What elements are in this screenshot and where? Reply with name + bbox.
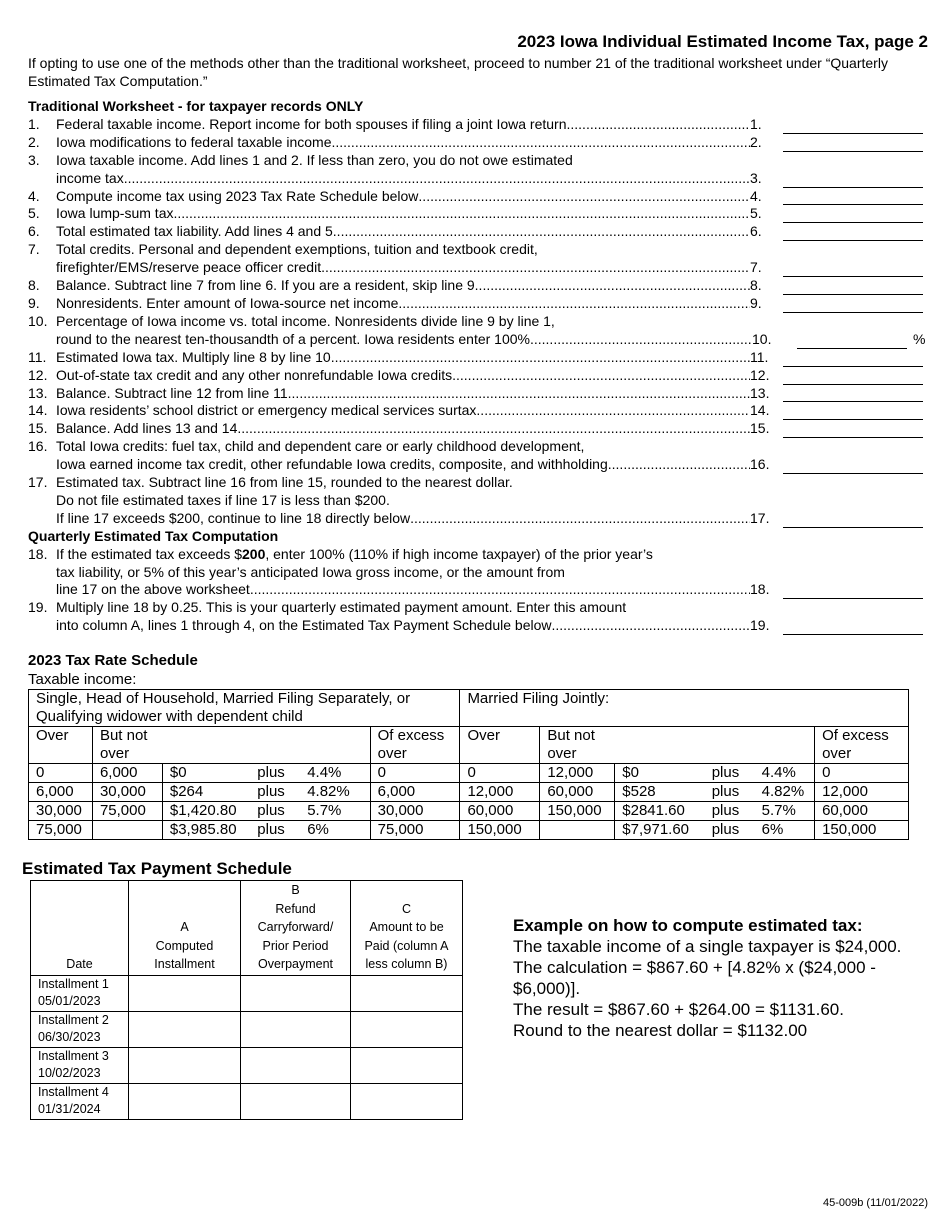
line-number: 10. — [28, 312, 48, 329]
amount-field[interactable] — [783, 387, 923, 402]
intro-text: If opting to use one of the methods other than the traditional worksheet, proceed to number 21 of the traditional worksheet under “Quarterly Estimated Tax Computation.” — [28, 55, 888, 89]
refund-carryforward-field[interactable] — [241, 1047, 351, 1083]
line-text-part: Iowa earned income tax credit, other refundable Iowa credits, composite, and withholding — [56, 456, 608, 473]
line-text — [56, 599, 923, 617]
amount-field[interactable] — [783, 190, 923, 205]
computed-installment-field[interactable] — [129, 1083, 241, 1119]
worksheet-line-6 — [28, 223, 923, 241]
rate-cell: 150,000 — [815, 821, 909, 840]
worksheet-line-9 — [28, 295, 923, 313]
rate-cell: 12,000 — [815, 783, 909, 802]
line-text — [56, 259, 750, 277]
line-text — [56, 581, 750, 599]
rate-cell: 4.4% — [300, 764, 370, 783]
header-refund-carryforward: B Refund Carryforward/ Prior Period Overpayment — [241, 881, 351, 976]
line-text — [56, 456, 750, 474]
worksheet-line-17 — [28, 492, 923, 510]
worksheet-line-15 — [28, 420, 923, 438]
installment-date: 06/30/2023 — [38, 1029, 101, 1044]
computed-installment-field[interactable] — [129, 1011, 241, 1047]
section-heading: Traditional Worksheet - for taxpayer records ONLY — [28, 98, 364, 114]
rate-cell — [540, 821, 615, 840]
amount-field[interactable] — [783, 405, 923, 420]
dot-leader — [452, 367, 750, 385]
line-text-part: Out-of-state tax credit and any other nonrefundable Iowa credits — [56, 366, 453, 383]
installment-date: 05/01/2023 — [38, 993, 101, 1008]
rate-cell: 60,000 — [460, 802, 540, 821]
rate-cell: $528 — [615, 783, 705, 802]
installment-date-cell — [31, 1083, 129, 1119]
line-reference: 6. — [750, 223, 762, 240]
amount-field[interactable] — [783, 119, 923, 134]
rate-cell: plus — [705, 783, 755, 802]
line-text — [56, 223, 750, 241]
dot-leader — [250, 581, 750, 599]
line-text — [56, 402, 750, 420]
line-number: 13. — [28, 384, 48, 401]
line-text — [56, 295, 750, 313]
line-text — [56, 170, 750, 188]
line-reference: 9. — [750, 294, 762, 311]
line-text — [56, 420, 750, 438]
payment-schedule-title: Estimated Tax Payment Schedule — [22, 859, 292, 878]
worksheet-line-18 — [28, 546, 923, 564]
dot-leader — [418, 188, 750, 206]
rate-row — [29, 821, 909, 840]
dot-leader — [321, 259, 750, 277]
line-text-part: Balance. Subtract line 7 from line 6. If you are a resident, skip line 9 — [56, 277, 475, 294]
line-reference: 18. — [750, 581, 770, 598]
line-text — [56, 438, 923, 456]
line-number: 15. — [28, 420, 48, 437]
line-text-part: Multiply line 18 by 0.25. This is your quarterly estimated payment amount. Enter this amount — [56, 599, 627, 616]
amount-field[interactable] — [783, 173, 923, 188]
dot-leader — [410, 510, 750, 528]
amount-field[interactable] — [783, 352, 923, 367]
line-text — [56, 134, 750, 152]
line-reference: 13. — [750, 384, 770, 401]
worksheet-line-10 — [28, 313, 923, 331]
joint-filer-header: Married Filing Jointly: — [460, 690, 909, 727]
line-text — [56, 152, 923, 170]
rate-cell — [92, 821, 162, 840]
installment-label: Installment 1 — [38, 976, 109, 991]
header-computed-installment: A Computed Installment — [129, 881, 241, 976]
line-text-part: Balance. Add lines 13 and 14 — [56, 420, 238, 437]
line-text — [56, 546, 923, 564]
rate-cell: $2841.60 — [615, 802, 705, 821]
amount-field[interactable] — [783, 459, 923, 474]
rate-cell: plus — [250, 802, 300, 821]
line-text — [56, 617, 750, 635]
line-reference: 17. — [750, 509, 770, 526]
dot-leader — [475, 277, 750, 295]
line-text-part: Total Iowa credits: fuel tax, child and dependent care or early childhood development, — [56, 438, 585, 455]
line-number: 14. — [28, 402, 48, 419]
amount-to-be-paid-field[interactable] — [351, 1011, 463, 1047]
line-reference: 1. — [750, 115, 762, 132]
installment-label: Installment 2 — [38, 1012, 109, 1027]
rate-cell: 30,000 — [29, 802, 93, 821]
line-text-part: into column A, lines 1 through 4, on the Estimated Tax Payment Schedule below — [56, 617, 552, 634]
amount-field[interactable] — [783, 280, 923, 295]
rate-cell: 60,000 — [815, 802, 909, 821]
worksheet-line-3 — [28, 152, 923, 170]
single-filer-header: Single, Head of Household, Married Filing Separately, or Qualifying widower with dependent child — [29, 690, 460, 727]
dot-leader — [333, 223, 750, 241]
rate-cell: 0 — [815, 764, 909, 783]
col-of-excess: Of excess over — [370, 727, 460, 764]
rate-cell: 0 — [370, 764, 460, 783]
form-number: 45-009b (11/01/2022) — [823, 1197, 928, 1209]
line-reference: 3. — [750, 169, 762, 186]
line-text-part: Balance. Subtract line 12 from line 11 — [56, 384, 288, 401]
example-heading: Example on how to compute estimated tax: — [513, 916, 863, 935]
line-text-part: Total credits. Personal and dependent exemptions, tuition and textbook credit, — [56, 241, 538, 258]
line-text — [56, 367, 750, 385]
line-text — [56, 510, 750, 528]
line-text — [56, 241, 923, 259]
rate-cell: 6,000 — [29, 783, 93, 802]
line-text-part: Do not file estimated taxes if line 17 is less than $200. — [56, 491, 390, 508]
traditional-worksheet — [28, 98, 926, 635]
computed-installment-field[interactable] — [129, 975, 241, 1011]
installment-date-cell — [31, 975, 129, 1011]
amount-field[interactable] — [783, 423, 923, 438]
line-number: 3. — [28, 151, 40, 168]
rate-cell: 75,000 — [29, 821, 93, 840]
amount-field[interactable] — [783, 370, 923, 385]
rate-cell: 6% — [300, 821, 370, 840]
rate-cell: 75,000 — [370, 821, 460, 840]
rate-cell: 0 — [29, 764, 93, 783]
dot-leader — [331, 134, 750, 152]
rate-cell: 12,000 — [460, 783, 540, 802]
dot-leader — [173, 205, 750, 223]
rate-cell: $7,971.60 — [615, 821, 705, 840]
worksheet-line-17 — [28, 474, 923, 492]
worksheet-line-10 — [28, 330, 926, 349]
amount-field[interactable] — [797, 334, 907, 349]
installment-date: 01/31/2024 — [38, 1101, 101, 1116]
worksheet-line-19 — [28, 599, 923, 617]
worksheet-line-5 — [28, 205, 923, 223]
rate-schedule-subtitle: Taxable income: — [28, 671, 137, 688]
line-text — [56, 277, 750, 295]
rate-cell: 150,000 — [460, 821, 540, 840]
amount-field[interactable] — [783, 620, 923, 635]
installment-date: 10/02/2023 — [38, 1065, 101, 1080]
worksheet-line-19 — [28, 617, 923, 635]
line-number: 2. — [28, 133, 40, 150]
worksheet-line-4 — [28, 188, 923, 206]
line-reference: 12. — [750, 366, 770, 383]
amount-field[interactable] — [783, 137, 923, 152]
col-but-not-over: But not over — [92, 727, 370, 764]
dot-leader — [124, 170, 750, 188]
rate-cell: plus — [705, 821, 755, 840]
installment-label: Installment 4 — [38, 1084, 109, 1099]
line-text-part: tax liability, or 5% of this year’s anticipated Iowa gross income, or the amount from — [56, 563, 565, 580]
worksheet-line-7 — [28, 241, 923, 259]
rate-row — [29, 764, 909, 783]
line-number: 11. — [28, 348, 47, 365]
example-line: The result = $867.60 + $264.00 = $1131.60. — [513, 1000, 844, 1019]
installment-row — [31, 1011, 463, 1047]
line-number: 19. — [28, 599, 48, 616]
line-reference: 5. — [750, 205, 762, 222]
refund-carryforward-field[interactable] — [241, 1083, 351, 1119]
line-text-part: Compute income tax using 2023 Tax Rate Schedule below — [56, 187, 419, 204]
dot-leader — [237, 420, 750, 438]
example-box — [513, 915, 913, 1041]
rate-cell: 150,000 — [540, 802, 615, 821]
worksheet-line-8 — [28, 277, 923, 295]
line-number: 8. — [28, 277, 40, 294]
installment-row — [31, 975, 463, 1011]
line-number: 7. — [28, 241, 40, 258]
line-reference: 14. — [750, 402, 770, 419]
line-text-part: Iowa modifications to federal taxable income — [56, 133, 332, 150]
dot-leader — [398, 295, 750, 313]
line-number: 17. — [28, 474, 48, 491]
line-text — [56, 385, 750, 403]
col-over: Over — [29, 727, 93, 764]
amount-to-be-paid-field[interactable] — [351, 1047, 463, 1083]
worksheet-line-16 — [28, 456, 923, 474]
amount-field[interactable] — [783, 513, 923, 528]
line-text-part: round to the nearest ten-thousandth of a percent. Iowa residents enter 100% — [56, 330, 530, 347]
rate-cell: plus — [250, 821, 300, 840]
rate-cell: $0 — [615, 764, 705, 783]
line-text — [56, 188, 750, 206]
rate-schedule-title: 2023 Tax Rate Schedule — [28, 652, 198, 669]
worksheet-line-17 — [28, 510, 923, 528]
line-text-part: Estimated tax. Subtract line 16 from line 15, rounded to the nearest dollar. — [56, 474, 513, 491]
rate-cell: 4.82% — [300, 783, 370, 802]
line-text — [56, 349, 750, 367]
line-number: 9. — [28, 294, 40, 311]
dot-leader — [551, 617, 750, 635]
worksheet-line-18 — [28, 581, 923, 599]
amount-field[interactable] — [783, 226, 923, 241]
amount-field[interactable] — [783, 584, 923, 599]
line-number: 12. — [28, 366, 48, 383]
rate-cell: 4.4% — [755, 764, 815, 783]
installment-date-cell — [31, 1047, 129, 1083]
dot-leader — [331, 349, 750, 367]
line-reference: 16. — [750, 456, 770, 473]
line-reference: 19. — [750, 617, 770, 634]
line-text-part: Iowa lump-sum tax — [56, 205, 174, 222]
line-text-part: Iowa taxable income. Add lines 1 and 2. If less than zero, you do not owe estimated — [56, 151, 573, 168]
rate-cell: plus — [250, 764, 300, 783]
line-text-part: Percentage of Iowa income vs. total income. Nonresidents divide line 9 by line 1, — [56, 312, 555, 329]
installment-row — [31, 1083, 463, 1119]
worksheet-line-18 — [28, 564, 923, 582]
line-text — [56, 474, 923, 492]
worksheet-line-1 — [28, 116, 923, 134]
rate-cell: 5.7% — [300, 802, 370, 821]
rate-cell: 0 — [460, 764, 540, 783]
amount-to-be-paid-field[interactable] — [351, 975, 463, 1011]
rate-cell: 5.7% — [755, 802, 815, 821]
rate-cell: plus — [705, 764, 755, 783]
line-text-part: Iowa residents’ school district or emergency medical services surtax — [56, 402, 477, 419]
rate-cell: 75,000 — [92, 802, 162, 821]
tax-rate-table — [28, 689, 909, 840]
line-text-part: Nonresidents. Enter amount of Iowa-source net income — [56, 294, 399, 311]
rate-cell: 60,000 — [540, 783, 615, 802]
line-text — [56, 313, 923, 331]
page-title: 2023 Iowa Individual Estimated Income Tax, page 2 — [517, 32, 928, 51]
line-reference: 2. — [750, 133, 762, 150]
worksheet-line-2 — [28, 134, 923, 152]
bold-amount: 200 — [242, 545, 266, 562]
line-text — [56, 331, 752, 349]
line-number: 18. — [28, 545, 48, 562]
rate-cell: 6,000 — [92, 764, 162, 783]
line-text — [56, 564, 923, 582]
rate-row — [29, 802, 909, 821]
line-number: 6. — [28, 223, 40, 240]
rate-row — [29, 783, 909, 802]
line-reference: 11. — [750, 348, 769, 365]
dot-leader — [530, 331, 752, 349]
line-text-part: Total estimated tax liability. Add lines 4 and 5 — [56, 223, 333, 240]
line-reference: 7. — [750, 259, 762, 276]
rate-cell: $1,420.80 — [162, 802, 250, 821]
dot-leader — [288, 385, 750, 403]
refund-carryforward-field[interactable] — [241, 1011, 351, 1047]
line-text-part: line 17 on the above worksheet — [56, 581, 250, 598]
header-date: Date — [31, 881, 129, 976]
worksheet-line-16 — [28, 438, 923, 456]
line-number: 16. — [28, 438, 48, 455]
dot-leader — [608, 456, 750, 474]
line-reference: 4. — [750, 187, 762, 204]
col-over: Over — [460, 727, 540, 764]
example-line: The taxable income of a single taxpayer is $24,000. — [513, 937, 902, 956]
rate-cell: $3,985.80 — [162, 821, 250, 840]
line-text-part: firefighter/EMS/reserve peace officer credit — [56, 259, 322, 276]
rate-cell: 4.82% — [755, 783, 815, 802]
line-reference: 10. — [752, 330, 772, 347]
col-but-not-over: But not over — [540, 727, 815, 764]
amount-field[interactable] — [783, 298, 923, 313]
line-text — [56, 492, 923, 510]
worksheet-line-12 — [28, 367, 923, 385]
line-text — [56, 116, 750, 134]
worksheet-line-3 — [28, 170, 923, 188]
computed-installment-field[interactable] — [129, 1047, 241, 1083]
installment-row — [31, 1047, 463, 1083]
header-amount-to-be-paid: C Amount to be Paid (column A less column B) — [351, 881, 463, 976]
rate-cell: $0 — [162, 764, 250, 783]
rate-cell: 6% — [755, 821, 815, 840]
installment-label: Installment 3 — [38, 1048, 109, 1063]
rate-cell: $264 — [162, 783, 250, 802]
rate-cell: 6,000 — [370, 783, 460, 802]
rate-cell: 30,000 — [92, 783, 162, 802]
col-of-excess: Of excess over — [815, 727, 909, 764]
line-text-part: If the estimated tax exceeds $200, enter 100% (110% if high income taxpayer) of the prior year’s — [56, 545, 653, 562]
line-text-part: If line 17 exceeds $200, continue to line 18 directly below — [56, 509, 411, 526]
worksheet-line-14 — [28, 402, 923, 420]
line-number: 4. — [28, 187, 40, 204]
amount-field[interactable] — [783, 262, 923, 277]
rate-cell: 30,000 — [370, 802, 460, 821]
worksheet-line-13 — [28, 385, 923, 403]
percent-sign: % — [913, 330, 926, 347]
line-text — [56, 205, 750, 223]
line-text-part: income tax — [56, 169, 124, 186]
line-reference: 8. — [750, 277, 762, 294]
example-line: The calculation = $867.60 + [4.82% x ($24,000 - $6,000)]. — [513, 958, 876, 998]
line-reference: 15. — [750, 420, 770, 437]
worksheet-line-11 — [28, 349, 923, 367]
rate-cell: plus — [250, 783, 300, 802]
amount-to-be-paid-field[interactable] — [351, 1083, 463, 1119]
rate-cell: plus — [705, 802, 755, 821]
rate-cell: 12,000 — [540, 764, 615, 783]
worksheet-line-7 — [28, 259, 923, 277]
line-text-part: Federal taxable income. Report income for both spouses if filing a joint Iowa return — [56, 115, 567, 132]
section-heading: Quarterly Estimated Tax Computation — [28, 527, 279, 544]
payment-schedule-table — [30, 880, 463, 1120]
dot-leader — [567, 116, 751, 134]
installment-date-cell — [31, 1011, 129, 1047]
example-line: Round to the nearest dollar = $1132.00 — [513, 1021, 808, 1040]
line-number: 5. — [28, 205, 40, 222]
line-number: 1. — [28, 115, 40, 132]
amount-field[interactable] — [783, 208, 923, 223]
line-text-part: Estimated Iowa tax. Multiply line 8 by line 10 — [56, 348, 331, 365]
dot-leader — [476, 402, 750, 420]
refund-carryforward-field[interactable] — [241, 975, 351, 1011]
